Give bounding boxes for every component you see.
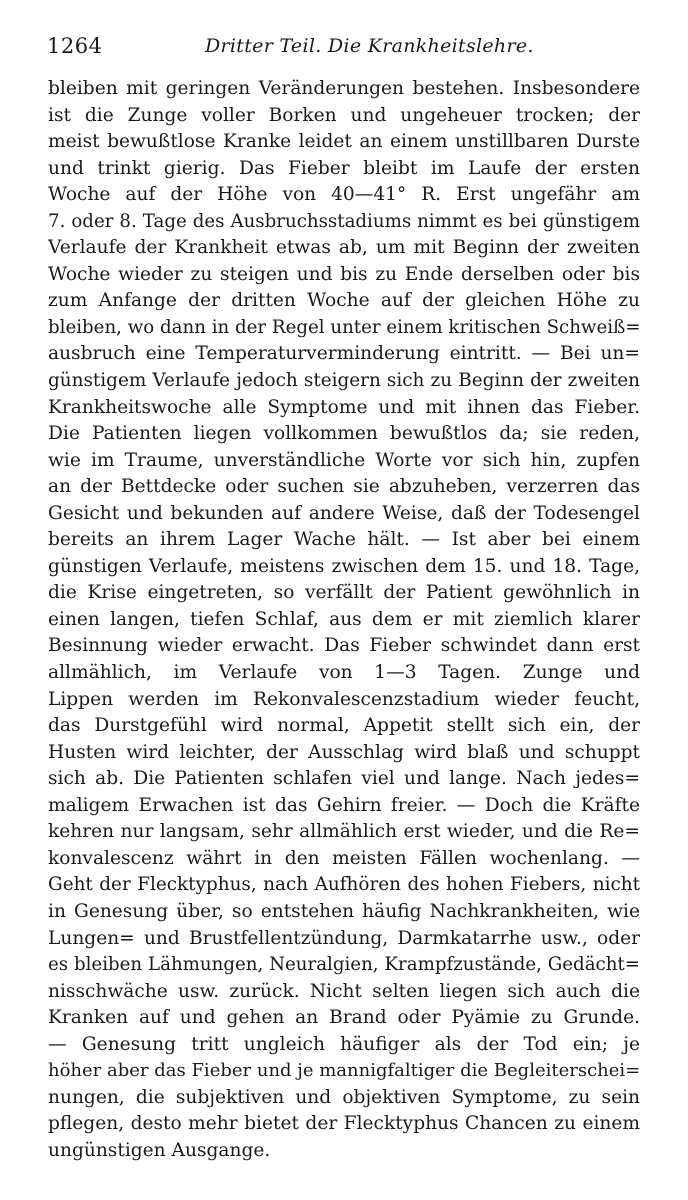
text-line: meist bewußtlose Kranke leidet an einem unstillbaren Durste (48, 131, 640, 153)
text-line: ausbruch eine Temperaturverminderung eintritt. — Bei un= (48, 343, 640, 365)
text-line: das Durstgefühl wird normal, Appetit stellt sich ein, der (48, 715, 640, 737)
text-line: wie im Traume, unverständliche Worte vor sich hin, zupfen (48, 449, 640, 471)
text-line: bleiben mit geringen Veränderungen bestehen. Insbesondere (48, 78, 640, 99)
text-line: Geht der Flecktyphus, nach Aufhören des hohen Fiebers, nicht (48, 874, 640, 896)
text-line: nisschwäche usw. zurück. Nicht selten liegen sich auch die (48, 980, 640, 1002)
text-line: pflegen, desto mehr bietet der Flecktyphus Chancen zu einem (48, 1113, 640, 1135)
text-line: in Genesung über, so entstehen häufig Nachkrankheiten, wie (48, 900, 640, 922)
text-line: die Krise eingetreten, so verfällt der Patient gewöhnlich in (48, 582, 640, 604)
text-line: bleiben, wo dann in der Regel unter einem kritischen Schweiß= (48, 316, 640, 338)
text-line: einen langen, tiefen Schlaf, aus dem er mit ziemlich klarer (48, 608, 640, 630)
running-head: Dritter Teil. Die Krankheitslehre. (205, 35, 534, 57)
text-line: nungen, die subjektiven und objektiven Symptome, zu sein (48, 1086, 640, 1108)
text-line: Lungen= und Brustfellentzündung, Darmkatarrhe usw., oder (48, 927, 640, 949)
text-line: kehren nur langsam, sehr allmählich erst wieder, und die Re= (48, 821, 640, 843)
page-number: 1264 (47, 34, 103, 58)
text-line: Woche wieder zu steigen und bis zu Ende derselben oder bis (48, 263, 640, 285)
text-line: günstigem Verlaufe jedoch steigern sich zu Beginn der zweiten (48, 370, 640, 392)
text-line: sich ab. Die Patienten schlafen viel und lange. Nach jedes= (48, 768, 640, 790)
text-line: bereits an ihrem Lager Wache hält. — Ist aber bei einem (48, 529, 640, 551)
text-line: günstigen Verlaufe, meistens zwischen dem 15. und 18. Tage, (48, 555, 640, 577)
page-header (47, 34, 647, 64)
text-line: Lippen werden im Rekonvalescenzstadium wieder feucht, (48, 688, 640, 710)
text-line: an der Bettdecke oder suchen sie abzuheben, verzerren das (48, 476, 640, 498)
text-line: ungünstigen Ausgange. (48, 1139, 271, 1161)
text-line: es bleiben Lähmungen, Neuralgien, Krampfzustände, Gedächt= (48, 954, 640, 976)
text-line: allmählich, im Verlaufe von 1—3 Tagen. Zunge und (48, 662, 640, 684)
text-line: Die Patienten liegen vollkommen bewußtlos da; sie reden, (48, 423, 640, 445)
text-line: Husten wird leichter, der Ausschlag wird blaß und schuppt (48, 741, 640, 763)
text-line: zum Anfange der dritten Woche auf der gleichen Höhe zu (48, 290, 640, 312)
body-text (48, 76, 640, 1164)
text-line: Verlaufe der Krankheit etwas ab, um mit Beginn der zweiten (48, 237, 640, 259)
text-line: — Genesung tritt ungleich häufiger als der Tod ein; je (48, 1033, 640, 1055)
text-line: Besinnung wieder erwacht. Das Fieber schwindet dann erst (48, 635, 640, 657)
text-line: höher aber das Fieber und je mannigfaltiger die Begleiterschei= (48, 1060, 640, 1082)
text-line: und trinkt gierig. Das Fieber bleibt im Laufe der ersten (48, 157, 640, 179)
text-line: 7. oder 8. Tage des Ausbruchsstadiums nimmt es bei günstigem (48, 210, 640, 232)
text-line: ist die Zunge voller Borken und ungeheuer trocken; der (48, 104, 640, 126)
text-line: konvalescenz währt in den meisten Fällen wochenlang. — (48, 847, 640, 869)
text-line: Gesicht und bekunden auf andere Weise, daß der Todesengel (48, 502, 640, 524)
text-line: Kranken auf und gehen an Brand oder Pyämie zu Grunde. (48, 1007, 640, 1029)
text-line: maligem Erwachen ist das Gehirn freier. — Doch die Kräfte (48, 794, 640, 816)
text-line: Woche auf der Höhe von 40—41° R. Erst ungefähr am (48, 184, 640, 206)
text-line: Krankheitswoche alle Symptome und mit ihnen das Fieber. (48, 396, 640, 418)
